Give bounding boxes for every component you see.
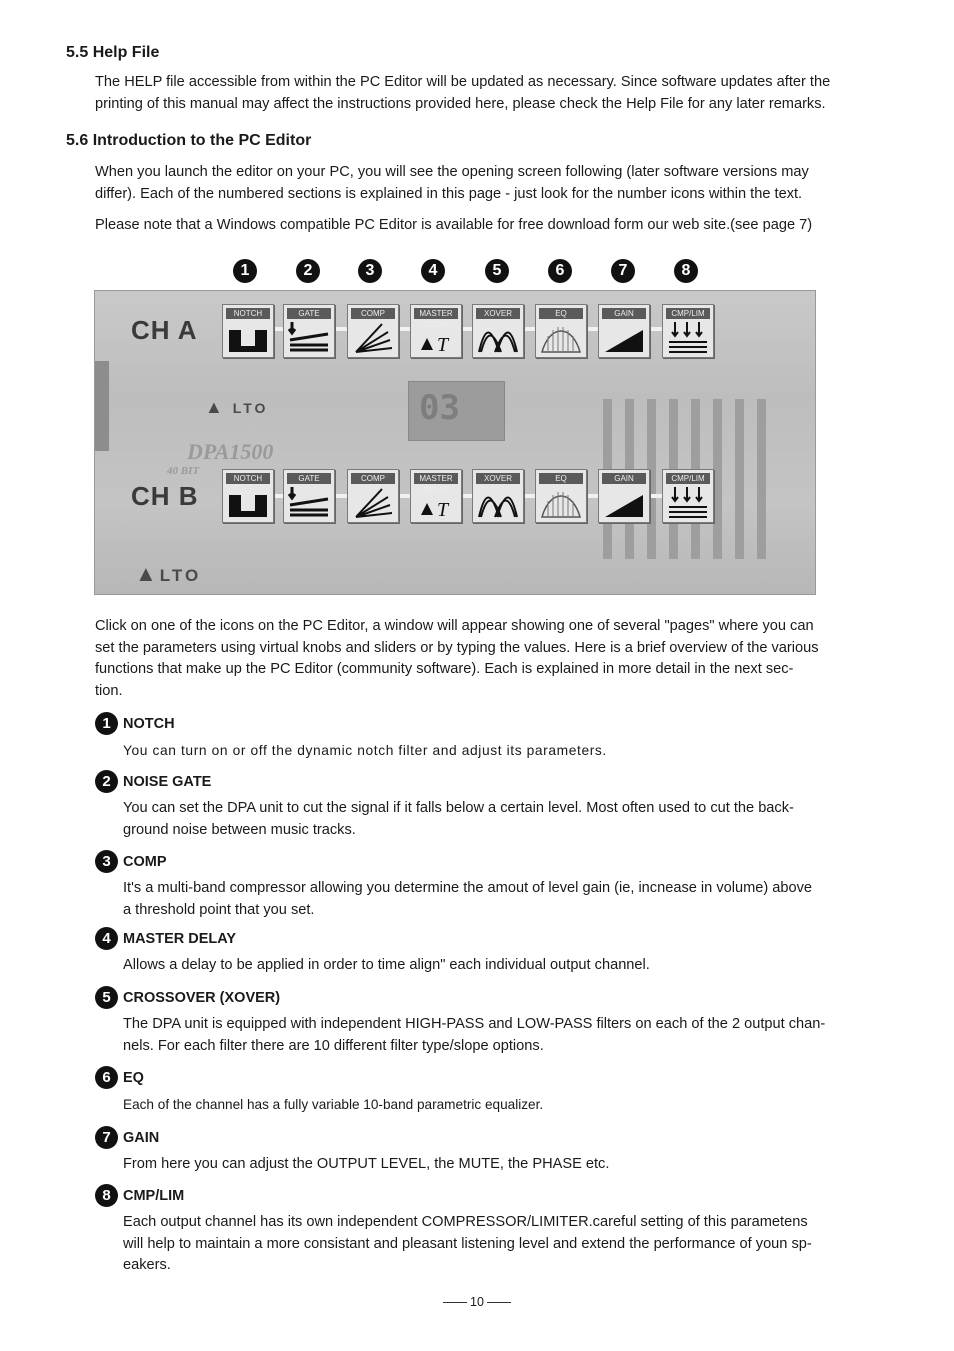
item-title: EQ bbox=[123, 1070, 144, 1086]
notch-label-a: NOTCH bbox=[226, 308, 270, 319]
overview-paragraph bbox=[95, 616, 895, 702]
gate-label-a: GATE bbox=[287, 308, 331, 319]
intro-p1-line-2: differ). Each of the numbered sections is explained in this page - just look for the number icons within the text. bbox=[95, 185, 803, 202]
pc-editor-screenshot bbox=[94, 290, 816, 595]
notch-module-b[interactable] bbox=[222, 469, 274, 523]
number-badge-icon: 8 bbox=[95, 1184, 118, 1207]
alto-logo-bottom: ▲LTO bbox=[135, 561, 202, 586]
item-title: GAIN bbox=[123, 1130, 160, 1146]
intro-paragraph-2: Please note that a Windows compatible PC Editor is available for free download form our web site.(see page 7) bbox=[95, 217, 813, 233]
number-badge-icon: 4 bbox=[95, 927, 118, 950]
crossover-icon bbox=[477, 322, 519, 354]
item-description: Allows a delay to be applied in order to time align" each individual output channel. bbox=[123, 957, 650, 973]
gain-icon bbox=[603, 322, 645, 354]
vent-slot bbox=[713, 399, 722, 559]
comp-label-a: COMP bbox=[351, 308, 395, 319]
cmp-lim-label-a: CMP/LIM bbox=[666, 308, 710, 319]
gain-module-a[interactable] bbox=[598, 304, 650, 358]
xover-module-a[interactable] bbox=[472, 304, 524, 358]
overview-line-4: tion. bbox=[95, 682, 123, 699]
number-badge-icon: 5 bbox=[95, 986, 118, 1009]
cmp-lim-module-a[interactable] bbox=[662, 304, 714, 358]
gain-icon bbox=[603, 487, 645, 519]
number-badge-icon: 1 bbox=[95, 712, 118, 735]
help-line-2: printing of this manual may affect the instructions provided here, please check the Help File for any later remarks. bbox=[95, 95, 826, 112]
comp-icon bbox=[352, 487, 394, 519]
display-digits: 03 bbox=[419, 388, 460, 428]
figure-number-7: 7 bbox=[611, 259, 635, 283]
eq-icon bbox=[540, 322, 582, 354]
page-number-dash-left bbox=[443, 1302, 467, 1303]
alto-logo-top: ▲ LTO bbox=[205, 397, 269, 417]
svg-text:T: T bbox=[437, 334, 449, 354]
xover-module-b[interactable] bbox=[472, 469, 524, 523]
item-title: NOISE GATE bbox=[123, 774, 212, 790]
item-title: CROSSOVER (XOVER) bbox=[123, 990, 281, 1006]
display-window bbox=[408, 381, 505, 441]
notch-label-b: NOTCH bbox=[226, 473, 270, 484]
gate-icon bbox=[288, 487, 330, 519]
gain-module-b[interactable] bbox=[598, 469, 650, 523]
eq-module-a[interactable] bbox=[535, 304, 587, 358]
overview-line-2: set the parameters using virtual knobs and sliders or by typing the values. Here is a brief overview of the various bbox=[95, 639, 819, 656]
cmp-lim-icon bbox=[667, 487, 709, 519]
gate-label-b: GATE bbox=[287, 473, 331, 484]
page-number bbox=[0, 1295, 954, 1309]
figure-number-8: 8 bbox=[674, 259, 698, 283]
eq-icon bbox=[540, 487, 582, 519]
model-subtext: 40 BIT bbox=[167, 465, 200, 477]
comp-module-b[interactable] bbox=[347, 469, 399, 523]
delay-icon bbox=[415, 487, 457, 519]
master-delay-label-a: MASTER DELAY bbox=[414, 308, 458, 319]
comp-module-a[interactable] bbox=[347, 304, 399, 358]
figure-number-5: 5 bbox=[485, 259, 509, 283]
eq-module-b[interactable] bbox=[535, 469, 587, 523]
item-description: You can turn on or off the dynamic notch filter and adjust its parameters. bbox=[123, 743, 607, 758]
item-description: Each of the channel has a fully variable 10-band parametric equalizer. bbox=[123, 1097, 544, 1112]
cmp-lim-module-b[interactable] bbox=[662, 469, 714, 523]
gate-icon bbox=[288, 322, 330, 354]
notch-icon bbox=[227, 487, 269, 519]
vent-slot bbox=[757, 399, 766, 559]
gain-label-a: GAIN bbox=[602, 308, 646, 319]
item-description: The DPA unit is equipped with independent HIGH-PASS and LOW-PASS filters on each of the 2 output chan- nels. For each filter there are 10 different filter type/slope options. bbox=[123, 1016, 826, 1054]
gate-module-a[interactable] bbox=[283, 304, 335, 358]
number-badge-icon: 2 bbox=[95, 770, 118, 793]
crossover-icon bbox=[477, 487, 519, 519]
master-delay-module-a[interactable] bbox=[410, 304, 462, 358]
item-title: MASTER DELAY bbox=[123, 931, 237, 947]
item-title: COMP bbox=[123, 854, 167, 870]
help-paragraph bbox=[95, 72, 890, 115]
figure-number-6: 6 bbox=[548, 259, 572, 283]
number-badge-icon: 6 bbox=[95, 1066, 118, 1089]
overview-line-3: functions that make up the PC Editor (community software). Each is explained in more detail in the next sec- bbox=[95, 661, 794, 677]
comp-label-b: COMP bbox=[351, 473, 395, 484]
master-delay-label-b: MASTER DELAY bbox=[414, 473, 458, 484]
comp-icon bbox=[352, 322, 394, 354]
help-heading: 5.5 Help File bbox=[66, 44, 160, 61]
item-description: You can set the DPA unit to cut the signal if it falls below a certain level. Most often used to cut the back- ground noise between music tracks. bbox=[123, 800, 794, 838]
xover-label-b: XOVER bbox=[476, 473, 520, 484]
svg-text:T: T bbox=[437, 499, 449, 519]
page-number-value: 10 bbox=[470, 1295, 484, 1309]
channel-a-label: CH A bbox=[131, 315, 198, 345]
cmp-lim-icon bbox=[667, 322, 709, 354]
eq-label-b: EQ bbox=[539, 473, 583, 484]
item-description: From here you can adjust the OUTPUT LEVEL, the MUTE, the PHASE etc. bbox=[123, 1156, 610, 1172]
overview-line-1: Click on one of the icons on the PC Editor, a window will appear showing one of several "pages" where you can bbox=[95, 618, 814, 634]
item-description: It's a multi-band compressor allowing you determine the amout of level gain (ie, incnease in volume) above a threshold point that you set. bbox=[123, 880, 813, 918]
intro-paragraph-1 bbox=[95, 162, 890, 205]
notch-module-a[interactable] bbox=[222, 304, 274, 358]
delay-icon bbox=[415, 322, 457, 354]
gain-label-b: GAIN bbox=[602, 473, 646, 484]
intro-p1-line-1: When you launch the editor on your PC, you will see the opening screen following (later software versions may bbox=[95, 164, 809, 180]
figure-number-4: 4 bbox=[421, 259, 445, 283]
master-delay-module-b[interactable] bbox=[410, 469, 462, 523]
xover-label-a: XOVER bbox=[476, 308, 520, 319]
page-number-dash-right bbox=[487, 1302, 511, 1303]
notch-icon bbox=[227, 322, 269, 354]
model-name: DPA1500 bbox=[187, 439, 274, 464]
figure-number-3: 3 bbox=[358, 259, 382, 283]
panel-side-bar bbox=[95, 361, 109, 451]
intro-heading: 5.6 Introduction to the PC Editor bbox=[66, 132, 312, 149]
eq-label-a: EQ bbox=[539, 308, 583, 319]
help-line-1: The HELP file accessible from within the PC Editor will be updated as necessary. Since software updates after the bbox=[95, 74, 831, 90]
number-badge-icon: 3 bbox=[95, 850, 118, 873]
item-title: CMP/LIM bbox=[123, 1188, 185, 1204]
number-badge-icon: 7 bbox=[95, 1126, 118, 1149]
item-title: NOTCH bbox=[123, 716, 175, 732]
gate-module-b[interactable] bbox=[283, 469, 335, 523]
figure-number-2: 2 bbox=[296, 259, 320, 283]
cmp-lim-label-b: CMP/LIM bbox=[666, 473, 710, 484]
figure-number-1: 1 bbox=[233, 259, 257, 283]
vent-slot bbox=[735, 399, 744, 559]
channel-b-label: CH B bbox=[131, 481, 199, 511]
item-description: Each output channel has its own independent COMPRESSOR/LIMITER.careful setting of this parametens will help to maintain a more consistant and pleasant listening level and extend the performance of youn sp- eakers. bbox=[123, 1214, 812, 1273]
